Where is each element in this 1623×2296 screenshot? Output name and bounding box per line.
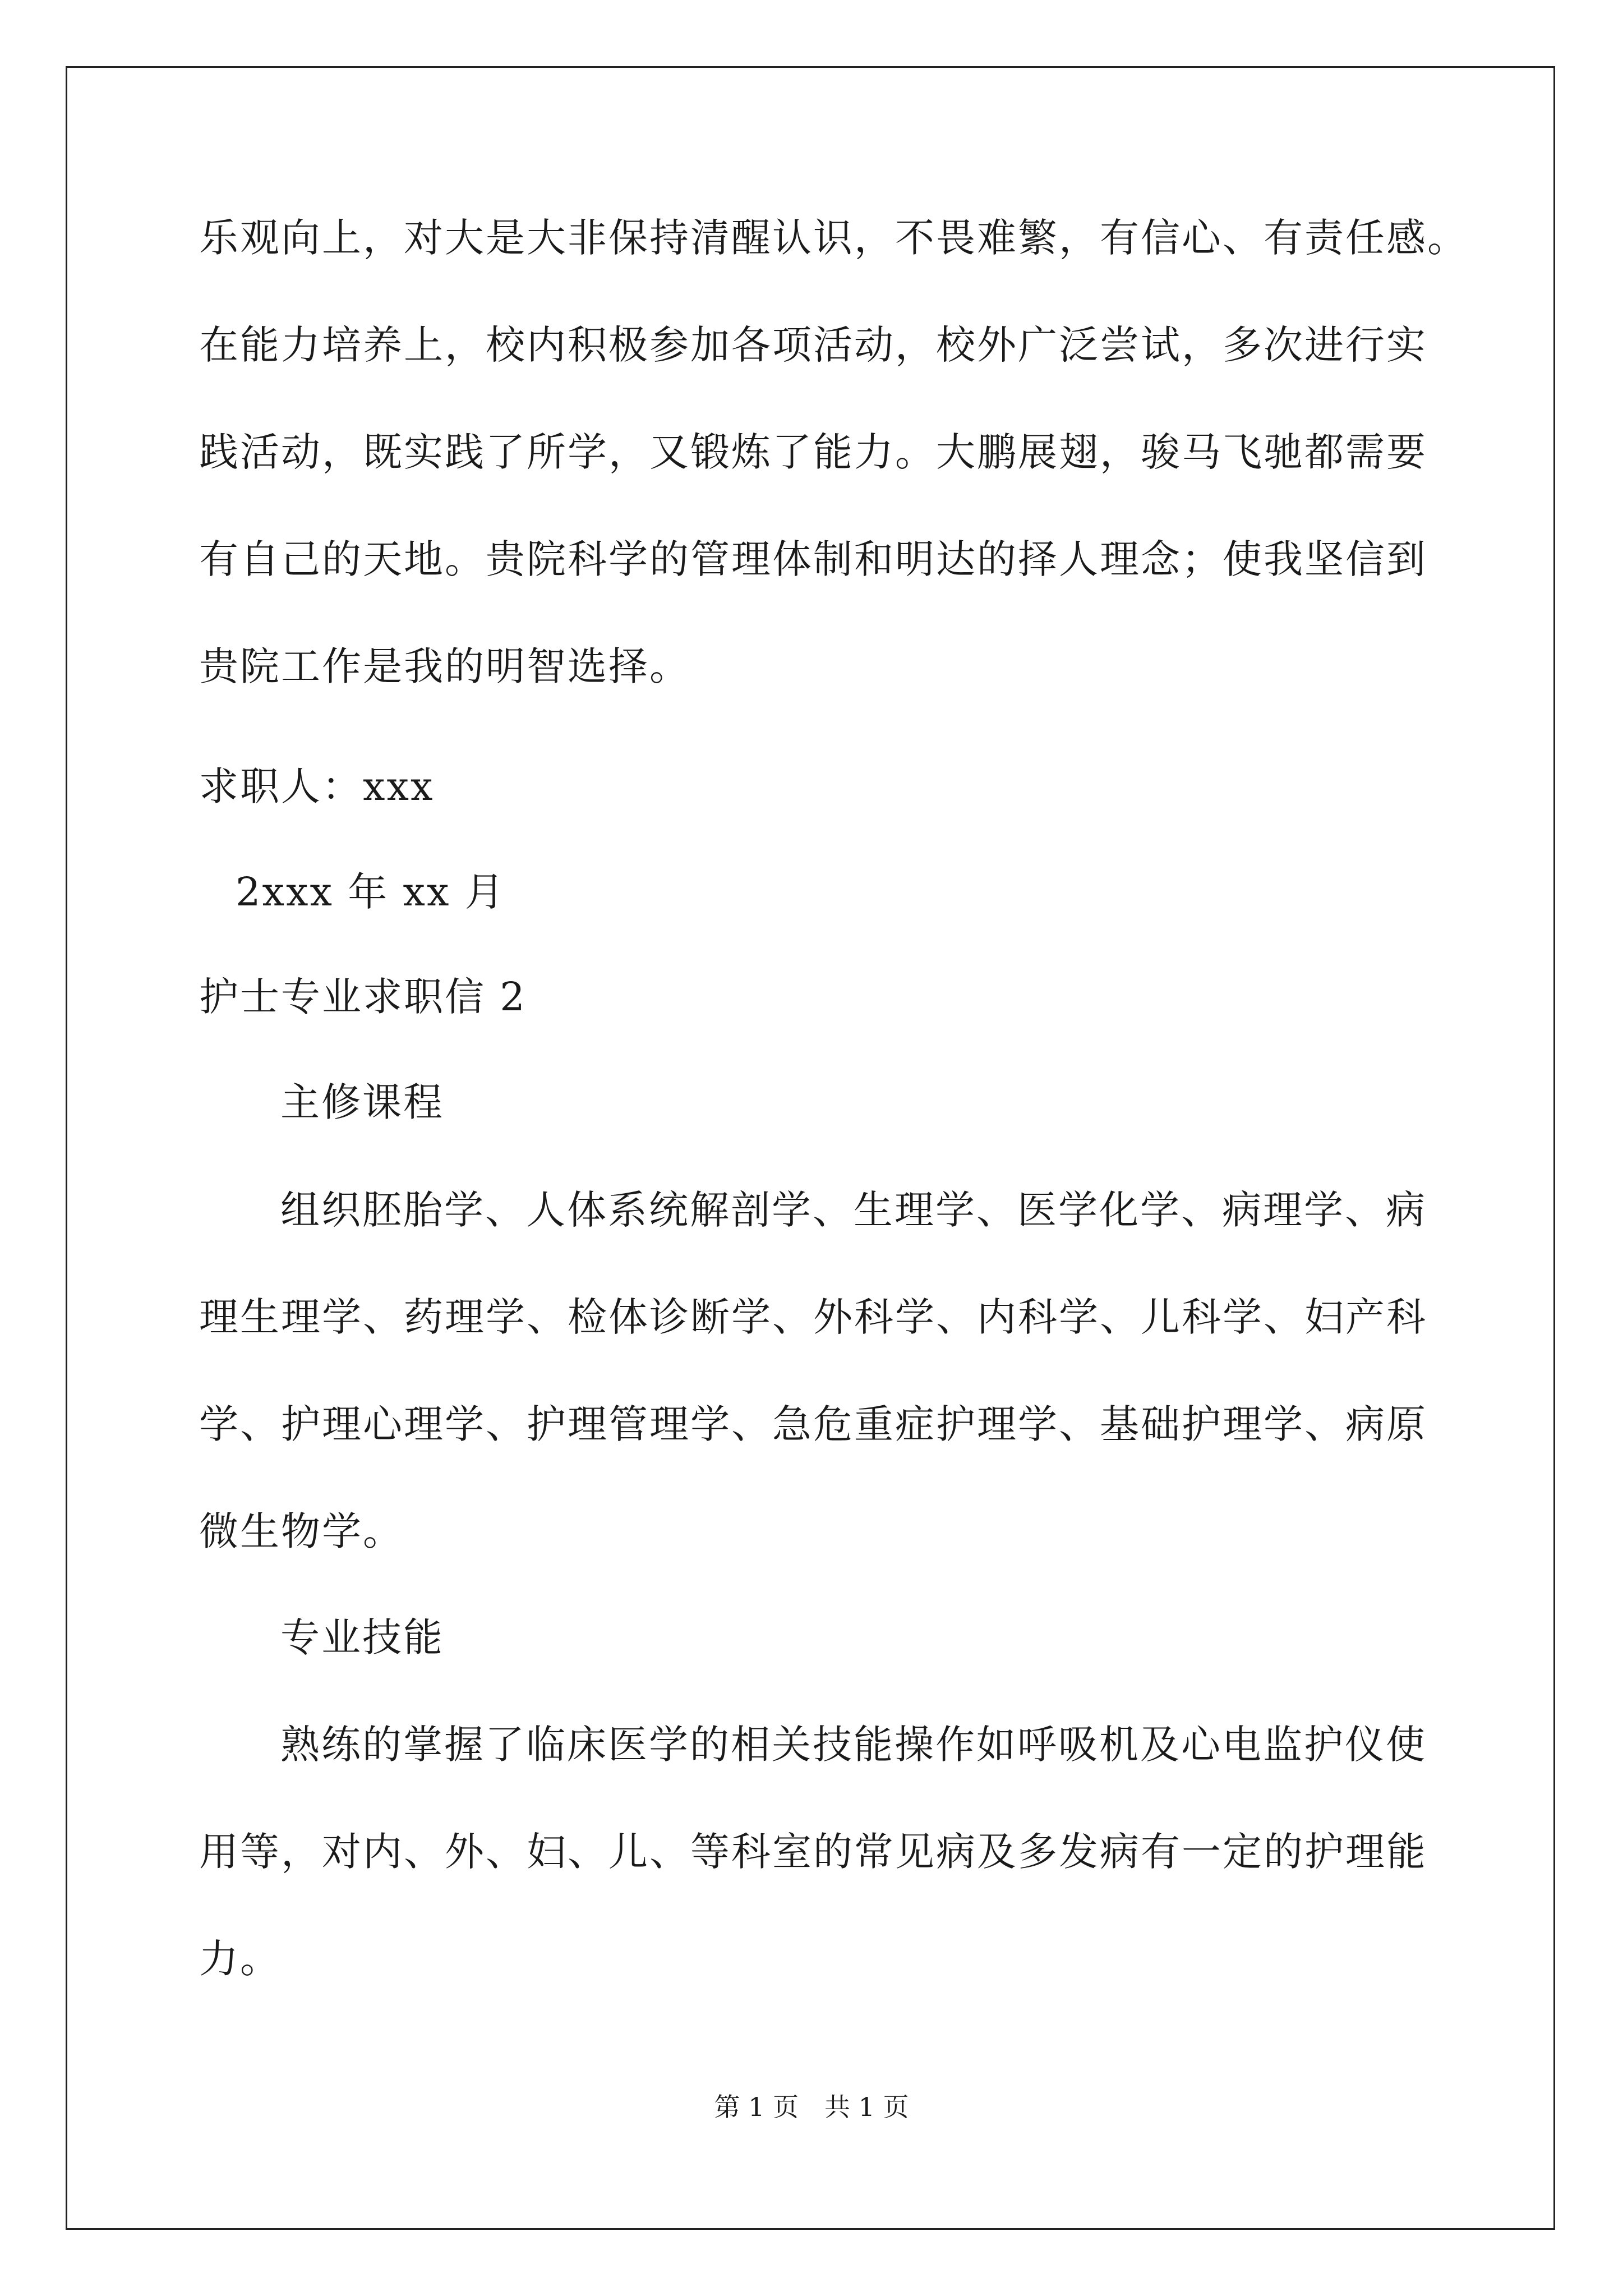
paragraph-line: 乐观向上，对大是大非保持清醒认识，不畏难繁，有信心、有责任感。 [199, 215, 1468, 261]
page-border [66, 66, 1555, 2230]
paragraph-line: 有自己的天地。贵院科学的管理体制和明达的择人理念；使我坚信到 [199, 536, 1427, 582]
skills-line: 用等，对内、外、妇、儿、等科室的常见病及多发病有一定的护理能 [199, 1829, 1427, 1875]
paragraph-line: 在能力培养上，校内积极参加各项活动，校外广泛尝试，多次进行实 [199, 322, 1427, 368]
page-number-footer: 第 1 页 共 1 页 [714, 2092, 909, 2122]
applicant-signature: 求职人：xxx [199, 763, 435, 809]
skills-heading: 专业技能 [280, 1614, 444, 1660]
letter-date: 2xxx 年 xx 月 [236, 869, 506, 915]
section-title: 护士专业求职信 2 [199, 974, 527, 1020]
courses-line: 组织胚胎学、人体系统解剖学、生理学、医学化学、病理学、病 [280, 1187, 1427, 1233]
courses-line: 学、护理心理学、护理管理学、急危重症护理学、基础护理学、病原 [199, 1401, 1427, 1447]
paragraph-line: 践活动，既实践了所学，又锻炼了能力。大鹏展翅，骏马飞驰都需要 [199, 429, 1427, 475]
skills-line: 力。 [199, 1936, 281, 1982]
courses-line: 微生物学。 [199, 1508, 404, 1554]
skills-line: 熟练的掌握了临床医学的相关技能操作如呼吸机及心电监护仪使 [280, 1722, 1427, 1768]
paragraph-line: 贵院工作是我的明智选择。 [199, 643, 690, 689]
courses-heading: 主修课程 [280, 1079, 444, 1125]
courses-line: 理生理学、药理学、检体诊断学、外科学、内科学、儿科学、妇产科 [199, 1294, 1427, 1340]
